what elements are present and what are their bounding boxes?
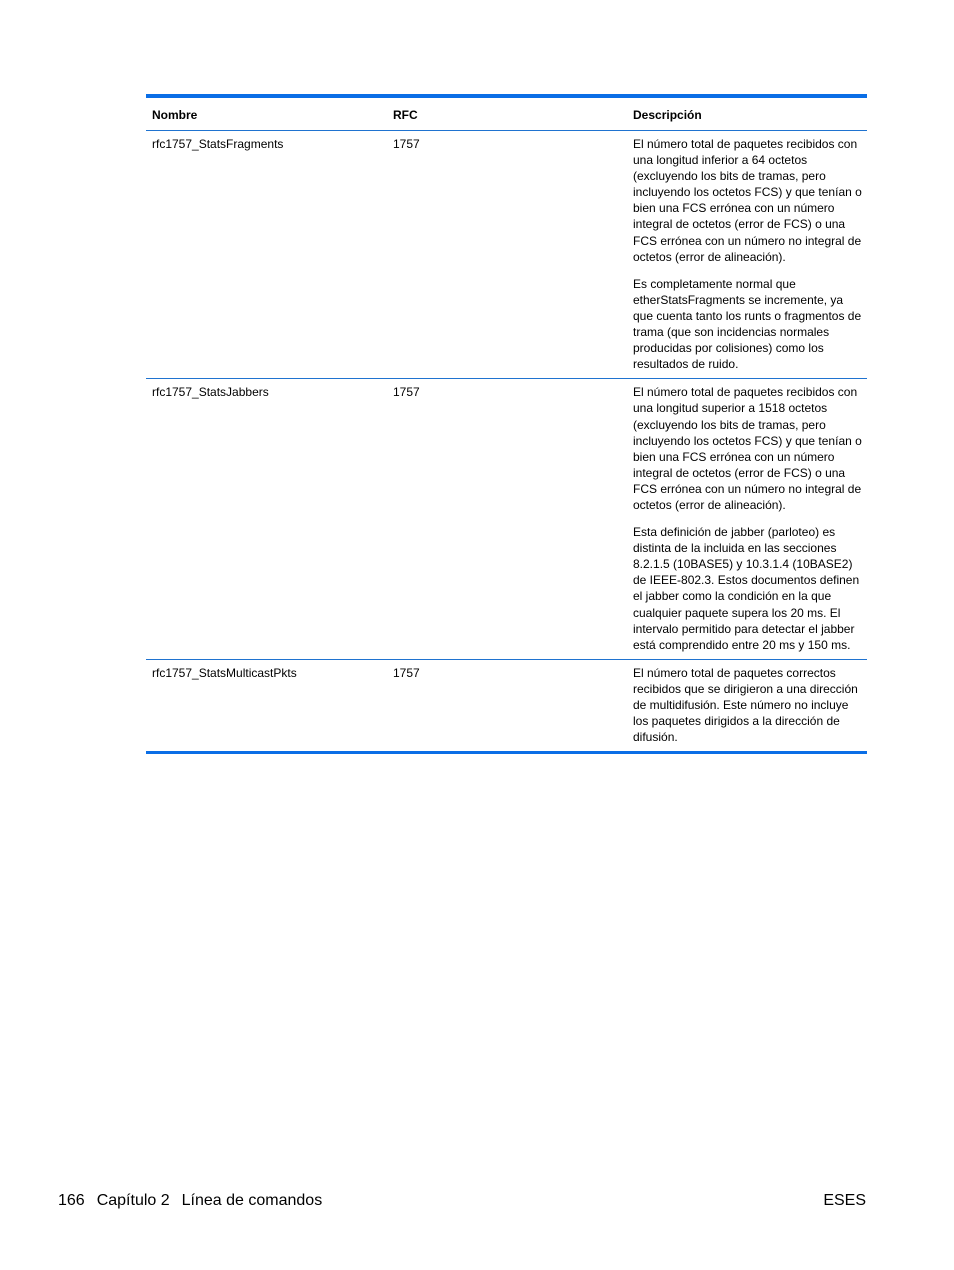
row-nombre: rfc1757_StatsMulticastPkts (152, 665, 297, 680)
chapter-title: Línea de comandos (181, 1192, 323, 1209)
row-nombre: rfc1757_StatsJabbers (152, 385, 269, 400)
header-descripcion: Descripción (633, 108, 702, 122)
chapter-label: Capítulo 2 (96, 1192, 170, 1209)
row-rfc: 1757 (393, 665, 420, 680)
row-descripcion (627, 379, 867, 659)
description-paragraph: Esta definición de jabber (parloteo) es distinta de la incluida en las secciones 8.2.1.5 (10BASE5) y 10.3.1.4 (10BASE2) de IEEE-802.3. Estos documentos definen el jabber como la condición en la que cualquier paquete supera los 20 ms. El intervalo permitido para detectar el jabber está comprendido entre 20 ms y 150 ms. (633, 525, 860, 652)
description-paragraph: El número total de paquetes recibidos con una longitud inferior a 64 octetos (excluyendo los bits de tramas, pero incluyendo los octetos FCS) y que tenían o bien una FCS errónea con un número integral de octetos (error de FCS) o una FCS errónea con un número no integral de octetos (error de alineación). (633, 137, 862, 264)
row-nombre: rfc1757_StatsFragments (152, 137, 284, 151)
table-row (146, 379, 867, 660)
description-paragraph: Es completamente normal que etherStatsFragments se incremente, ya que cuenta tanto los runts o fragmentos de trama (que son incidencias normales producidas por colisiones) como los resultados de ruido. (633, 276, 862, 372)
table-header-row (146, 98, 867, 131)
page-footer-right: ESES (823, 1192, 866, 1209)
description-paragraph: El número total de paquetes recibidos con una longitud superior a 1518 octetos (excluyendo los bits de tramas, pero incluyendo los octetos FCS) y que tenían o bien una FCS errónea con un número integral de octetos (error de FCS) o una FCS errónea con un número no integral de octetos (error de alineación). (633, 385, 862, 512)
page-number: 166 (58, 1192, 85, 1209)
parameters-table (146, 94, 867, 754)
header-nombre: Nombre (152, 108, 198, 122)
row-rfc: 1757 (393, 385, 420, 400)
row-descripcion (627, 131, 867, 378)
description-paragraph: El número total de paquetes correctos recibidos que se dirigieron a una dirección de multidifusión. Este número no incluye los paquetes dirigidos a la dirección de difusión. (633, 665, 858, 745)
row-rfc: 1757 (393, 137, 420, 151)
header-rfc: RFC (393, 108, 418, 122)
page-footer-left (58, 1191, 322, 1211)
table-row (146, 131, 867, 379)
table-row (146, 660, 867, 751)
row-descripcion (627, 660, 867, 751)
